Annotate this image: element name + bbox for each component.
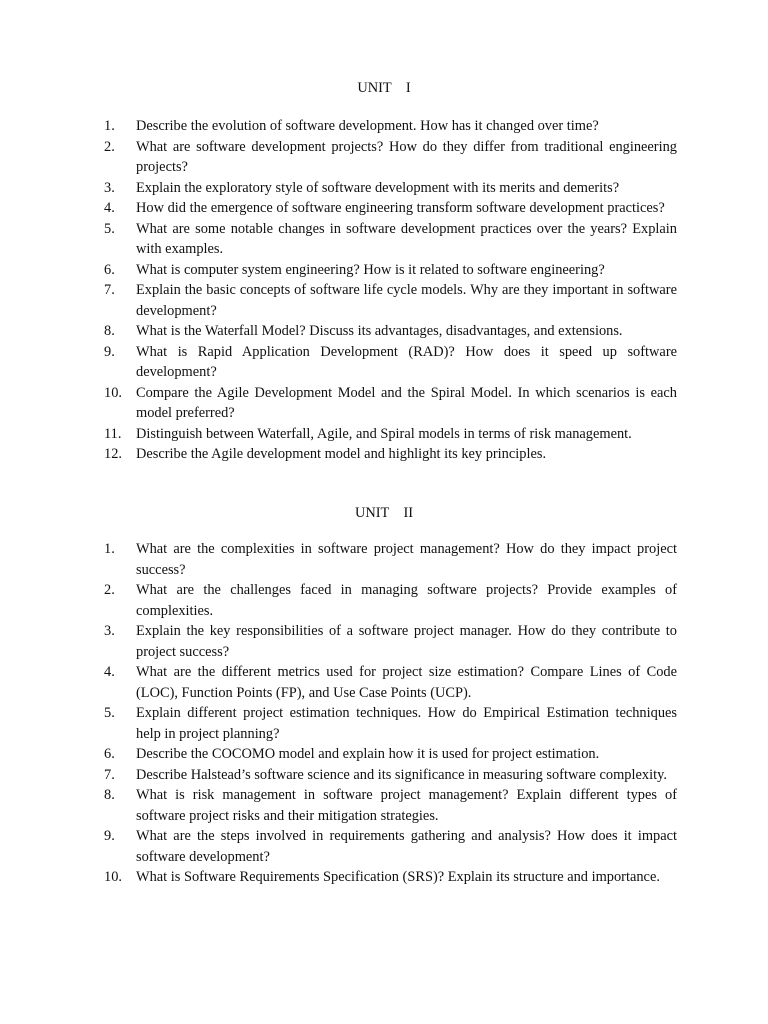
question-text: What are software development projects? How do they differ from traditional engineering projects?: [136, 138, 677, 175]
question-number: 6.: [104, 746, 115, 762]
question-text: Describe the evolution of software development. How has it changed over time?: [136, 118, 599, 134]
question-text: What are some notable changes in software development practices over the years? Explain with examples.: [136, 220, 677, 257]
question-item: [104, 260, 677, 281]
question-item: [104, 662, 677, 703]
question-number: 3.: [104, 179, 115, 196]
question-text: What are the complexities in software project management? How do they impact project success?: [136, 541, 677, 578]
question-number: 8.: [104, 787, 115, 803]
question-item: [104, 580, 677, 621]
question-item: [104, 383, 677, 424]
question-text: What is Rapid Application Development (RAD)? How does it speed up software development?: [136, 343, 677, 380]
question-number: 2.: [104, 582, 115, 598]
question-number: 4.: [104, 200, 115, 216]
question-text: Describe the COCOMO model and explain how it is used for project estimation.: [136, 746, 600, 762]
question-text: Explain the key responsibilities of a software project manager. How do they contribute to project success?: [136, 623, 677, 660]
question-item: [104, 342, 677, 383]
question-text: Explain the exploratory style of software development with its merits and demerits?: [136, 179, 620, 196]
question-item: [104, 321, 677, 342]
question-number: 9.: [104, 828, 115, 844]
question-number: 9.: [104, 343, 115, 360]
question-text: What is risk management in software project management? Explain different types of software project risks and their mitigation strategies.: [136, 787, 677, 824]
question-number: 11.: [104, 425, 122, 442]
question-text: What are the challenges faced in managing software projects? Provide examples of complexities.: [136, 582, 677, 619]
unit-2-question-list: [104, 539, 677, 888]
question-item: [104, 116, 677, 137]
question-item: [104, 539, 677, 580]
question-number: 5.: [104, 220, 115, 237]
question-number: 10.: [104, 384, 122, 401]
question-number: 12.: [104, 446, 122, 462]
question-number: 7.: [104, 282, 115, 298]
question-text: Explain the basic concepts of software life cycle models. Why are they important in software development?: [136, 282, 677, 319]
question-number: 10.: [104, 869, 122, 885]
question-item: [104, 219, 677, 260]
question-text: What are the steps involved in requirements gathering and analysis? How does it impact software development?: [136, 828, 677, 865]
question-text: Describe Halstead’s software science and its significance in measuring software complexity.: [136, 766, 667, 783]
question-text: What are the different metrics used for project size estimation? Compare Lines of Code (LOC), Function Points (FP), and Use Case Points (UCP).: [136, 664, 677, 701]
question-text: What is computer system engineering? How is it related to software engineering?: [136, 261, 605, 278]
question-number: 1.: [104, 541, 115, 557]
question-number: 8.: [104, 323, 115, 339]
question-item: [104, 198, 677, 219]
question-item: [104, 444, 677, 465]
question-number: 6.: [104, 261, 115, 278]
question-text: Explain different project estimation techniques. How do Empirical Estimation techniques help in project planning?: [136, 705, 677, 742]
question-item: [104, 703, 677, 744]
question-number: 7.: [104, 766, 115, 783]
question-item: [104, 424, 677, 445]
question-item: [104, 280, 677, 321]
unit-2-heading: UNIT II: [354, 505, 414, 521]
question-text: What is Software Requirements Specification (SRS)? Explain its structure and importance.: [136, 869, 660, 885]
question-text: Describe the Agile development model and highlight its key principles.: [136, 446, 547, 462]
question-item: [104, 867, 677, 888]
question-text: Distinguish between Waterfall, Agile, and Spiral models in terms of risk management.: [136, 425, 632, 442]
question-number: 1.: [104, 118, 115, 134]
question-item: [104, 765, 677, 786]
question-text: How did the emergence of software engineering transform software development practices?: [136, 200, 665, 216]
question-number: 4.: [104, 664, 115, 680]
question-item: [104, 178, 677, 199]
question-item: [104, 137, 677, 178]
question-text: What is the Waterfall Model? Discuss its advantages, disadvantages, and extensions.: [136, 323, 623, 339]
question-item: [104, 621, 677, 662]
question-number: 2.: [104, 138, 115, 155]
unit-1-question-list: [104, 116, 677, 465]
question-item: [104, 785, 677, 826]
question-item: [104, 826, 677, 867]
question-number: 3.: [104, 623, 115, 639]
unit-1-heading: UNIT I: [357, 80, 411, 96]
question-text: Compare the Agile Development Model and the Spiral Model. In which scenarios is each model preferred?: [136, 384, 677, 421]
question-item: [104, 744, 677, 765]
question-number: 5.: [104, 705, 115, 721]
